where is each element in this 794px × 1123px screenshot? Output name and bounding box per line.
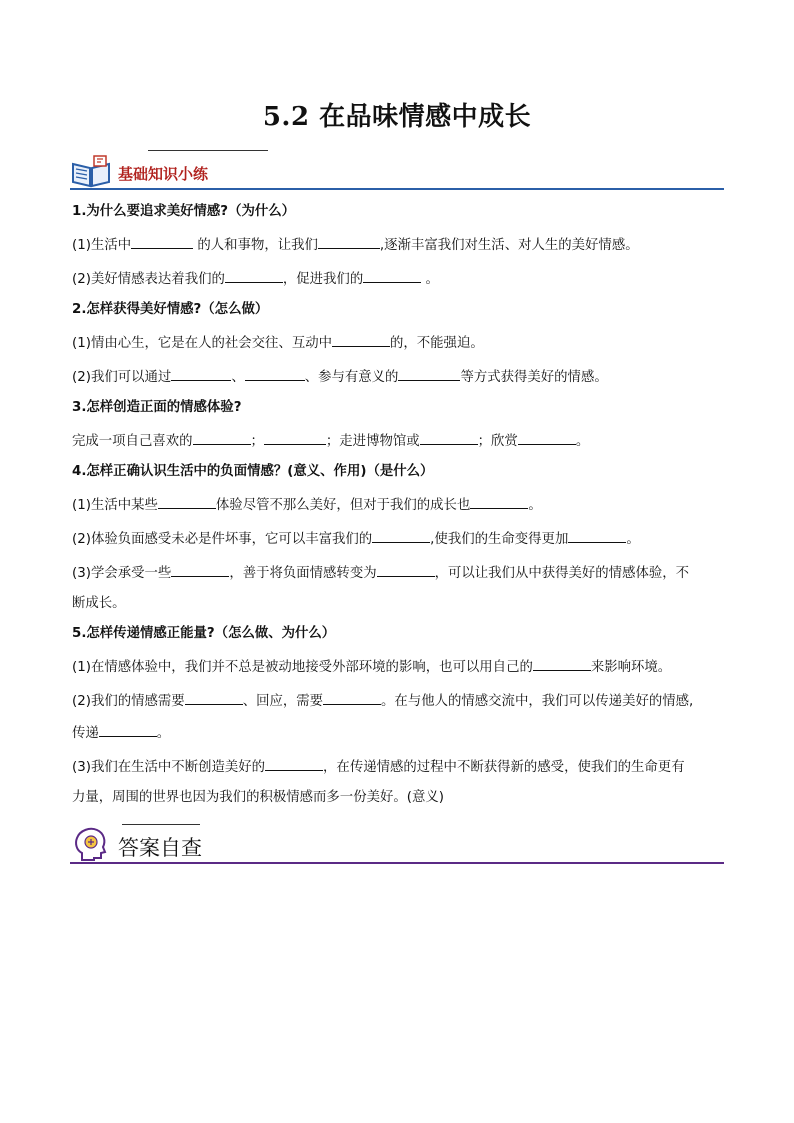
blank[interactable] [398,366,460,381]
question-list [72,200,732,808]
answer-line: (1)生活中某些 体验尽管不那么美好，但对于我们的成长也 。 [72,494,732,516]
question-heading: 3.怎样创造正面的情感体验? [72,400,242,415]
blank[interactable] [225,268,283,283]
answer-line-continued: 传递 。 [72,722,732,744]
answer-line: (2)体验负面感受未必是件坏事，它可以丰富我们的 ,使我们的生命变得更加 。 [72,528,732,550]
blank[interactable] [171,366,231,381]
section-divider [70,862,724,864]
blank[interactable] [131,234,193,249]
answer-line: (1)情由心生，它是在人的社会交往、互动中 的，不能强迫。 [72,332,732,354]
blank[interactable] [470,494,528,509]
blank[interactable] [245,366,305,381]
header-accent-line [122,824,200,825]
blank[interactable] [377,562,435,577]
answer-line: 完成一项自己喜欢的 ； ；走进博物馆或 ；欣赏 。 [72,430,732,452]
page-title: 5.2 在品味情感中成长 [262,102,532,132]
blank[interactable] [518,430,576,445]
blank[interactable] [171,562,229,577]
blank[interactable] [265,756,323,771]
question-heading: 5.怎样传递情感正能量?（怎么做、为什么） [72,626,336,641]
section-header-basic-practice [70,150,724,190]
blank[interactable] [420,430,478,445]
blank[interactable] [318,234,380,249]
blank[interactable] [568,528,626,543]
header-accent-line [148,150,268,151]
answer-line: (3)学会承受一些 ，善于将负面情感转变为 ，可以让我们从中获得美好的情感体验，不 [72,562,732,584]
answer-line: (2)我们可以通过 、 、参与有意义的 等方式获得美好的情感。 [72,366,732,388]
blank[interactable] [99,722,157,737]
section-title: 基础知识小练 [118,165,209,183]
answer-line: (1)生活中 的人和事物，让我们 ,逐渐丰富我们对生活、对人生的美好情感。 [72,234,732,256]
blank[interactable] [185,690,243,705]
answer-line-continued: 力量，周围的世界也因为我们的积极情感而多一份美好。(意义) [72,790,444,805]
blank[interactable] [363,268,421,283]
blank[interactable] [264,430,326,445]
section-divider [70,188,724,190]
book-icon [70,154,112,188]
section-title: 答案自查 [118,836,202,860]
question-heading: 1.为什么要追求美好情感?（为什么） [72,204,296,219]
blank[interactable] [323,690,381,705]
blank[interactable] [533,656,591,671]
answer-line-continued: 断成长。 [72,596,126,611]
answer-line: (2)我们的情感需要 、回应，需要 。在与他人的情感交流中，我们可以传递美好的情感, [72,690,732,712]
answer-line: (3)我们在生活中不断创造美好的 ，在传递情感的过程中不断获得新的感受，使我们的生命更有 [72,756,732,778]
blank[interactable] [372,528,430,543]
question-heading: 4.怎样正确认识生活中的负面情感？(意义、作用)（是什么） [72,464,434,479]
blank[interactable] [193,430,251,445]
blank[interactable] [332,332,390,347]
question-heading: 2.怎样获得美好情感?（怎么做） [72,302,269,317]
head-idea-icon [74,826,108,864]
answer-line: (2)美好情感表达着我们的 ，促进我们的 。 [72,268,732,290]
answer-line: (1)在情感体验中，我们并不总是被动地接受外部环境的影响，也可以用自己的 来影响环境。 [72,656,732,678]
section-header-answer-check [70,826,724,864]
blank[interactable] [158,494,216,509]
